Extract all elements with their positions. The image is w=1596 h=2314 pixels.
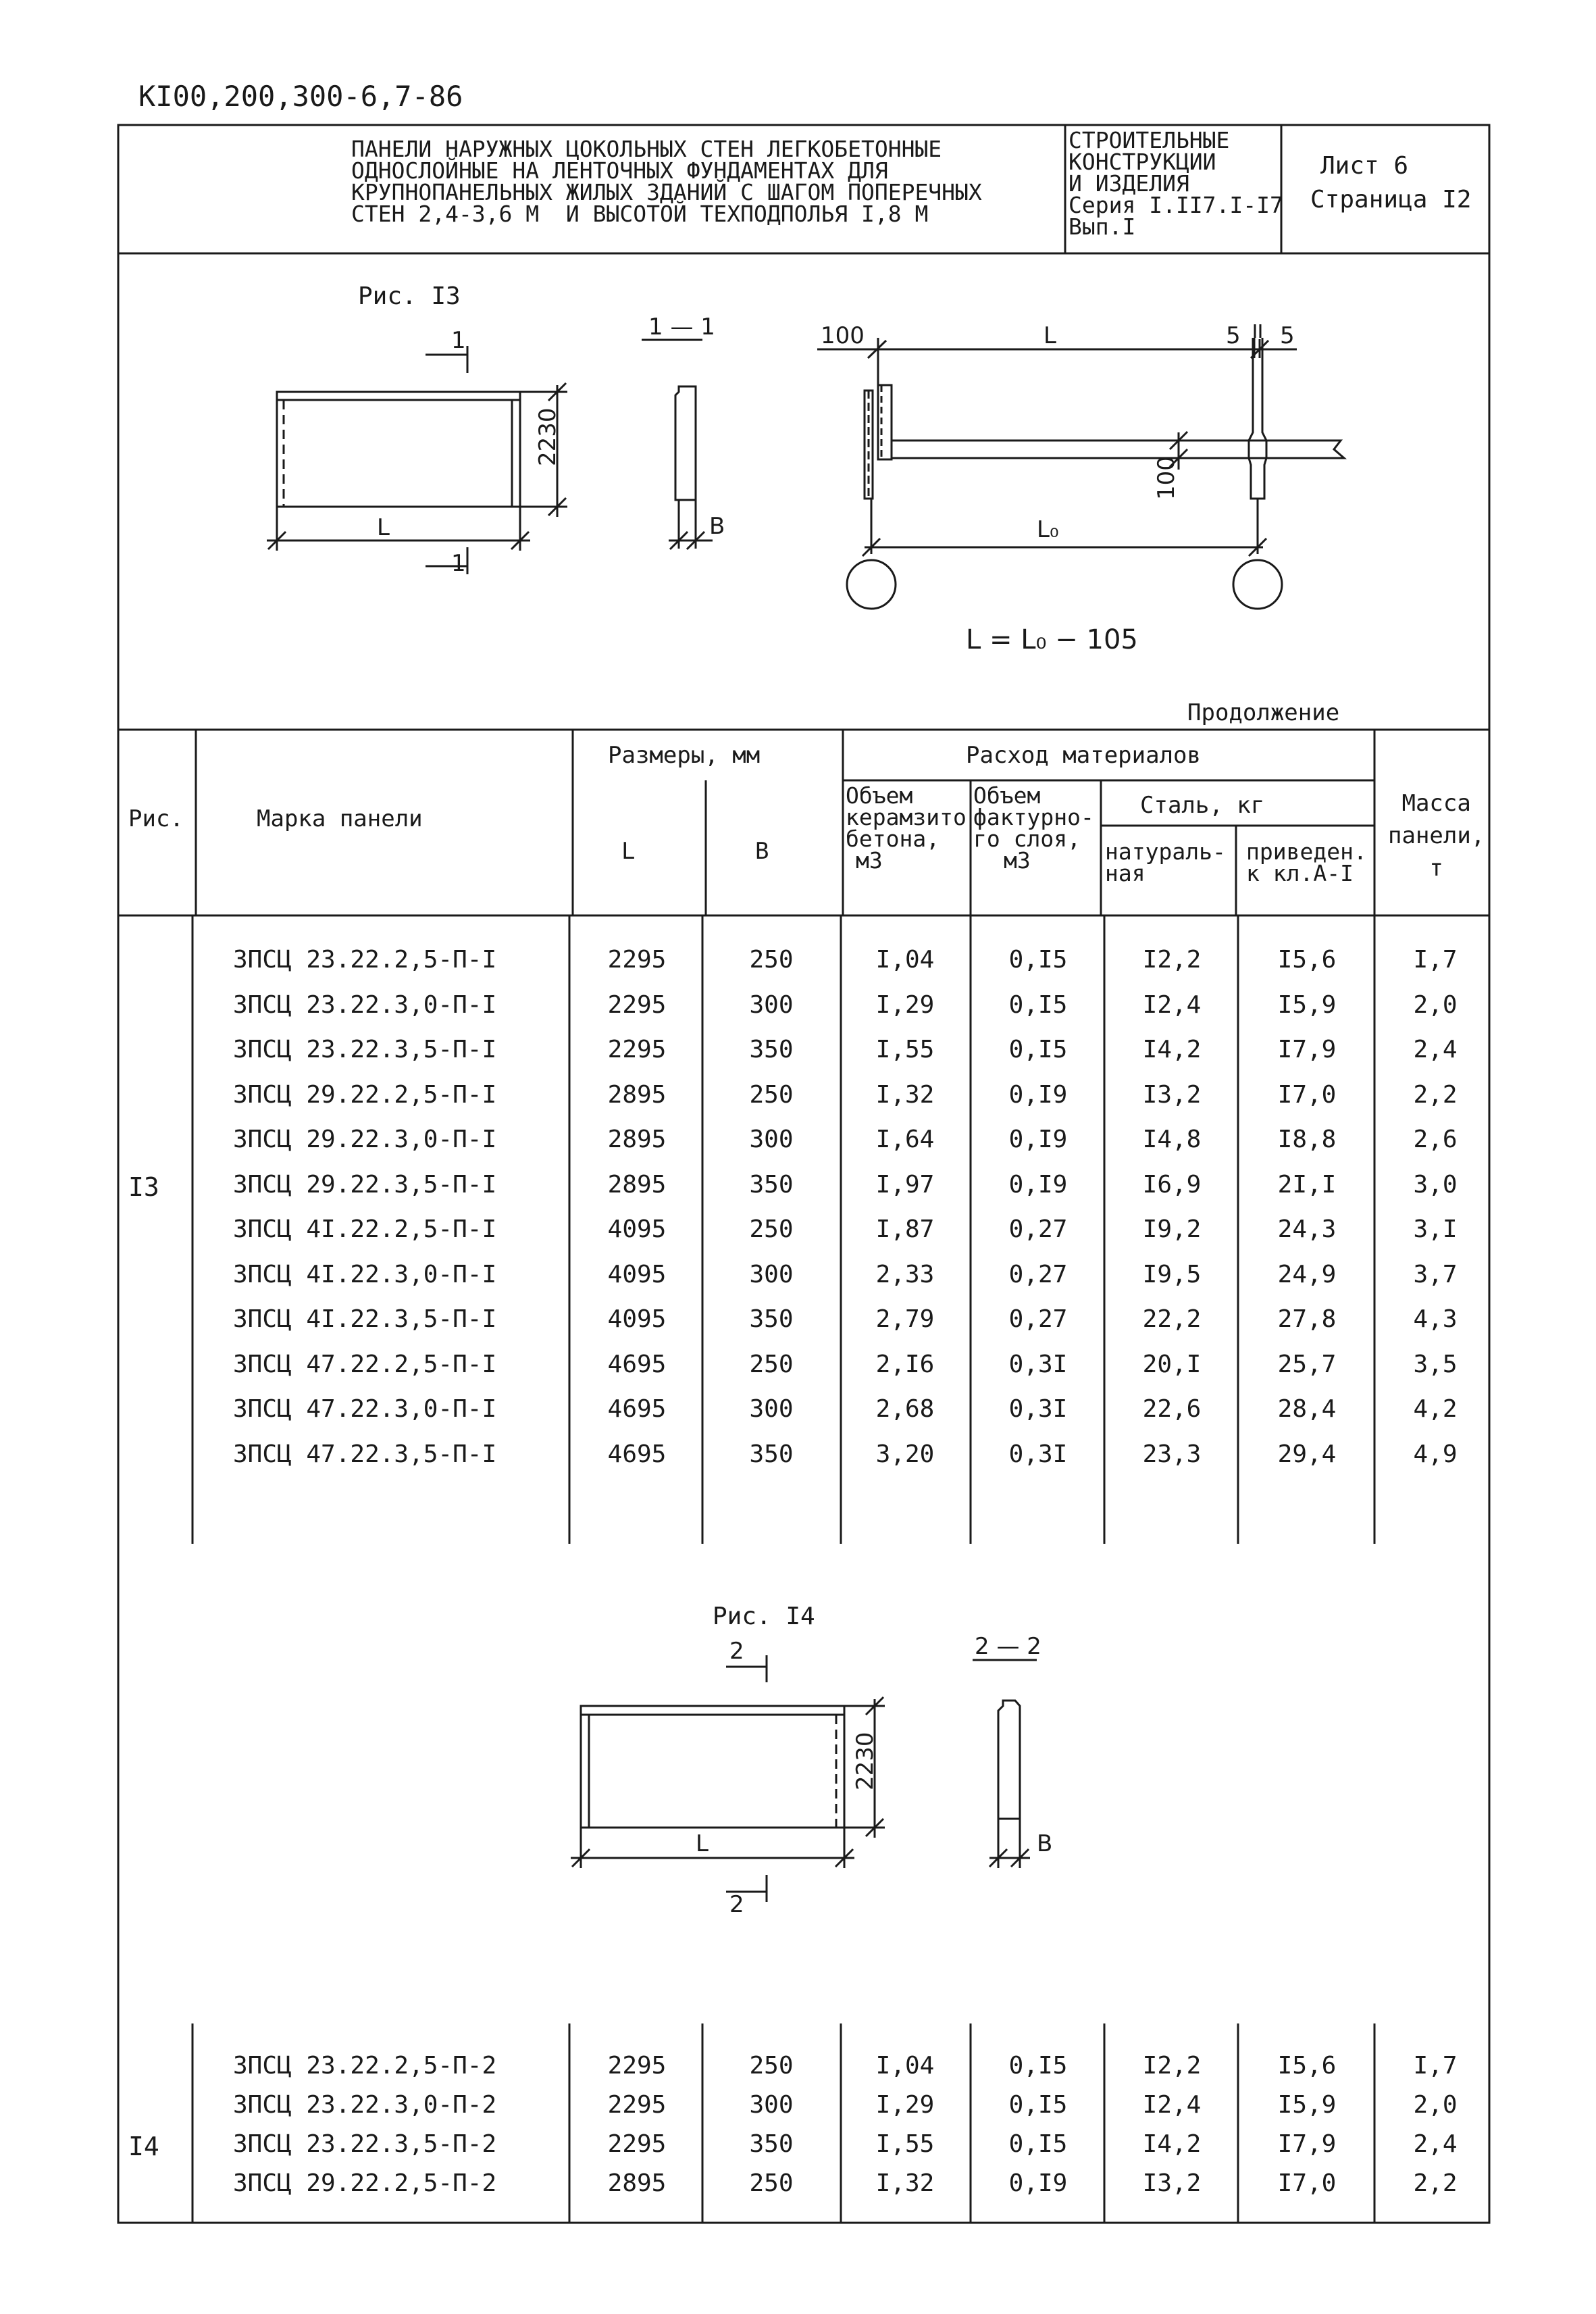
series-line: КОНСТРУКЦИИ bbox=[1069, 149, 1216, 175]
header-text: Объем bbox=[846, 782, 913, 809]
header-text: м3 bbox=[856, 847, 883, 874]
cell-s2: I7,0 bbox=[1277, 2169, 1337, 2197]
cell-mark: 3ПСЦ 29.22.3,5-П-I bbox=[233, 1170, 497, 1199]
fig14-section-mark-top: 2 bbox=[729, 1638, 744, 1665]
cell-m: 2,4 bbox=[1413, 1036, 1458, 1063]
header-mass bbox=[1388, 787, 1485, 884]
cell-s1: I9,2 bbox=[1142, 1215, 1202, 1243]
cell-m: 3,7 bbox=[1413, 1260, 1458, 1288]
header-text: Объем bbox=[973, 782, 1041, 809]
cell-mark: 3ПСЦ 29.22.3,0-П-I bbox=[233, 1126, 497, 1153]
cell-B: 250 bbox=[749, 1080, 794, 1109]
cell-s1: I9,5 bbox=[1142, 1260, 1202, 1288]
series-block bbox=[1069, 127, 1283, 240]
header-text: Масса bbox=[1401, 790, 1471, 817]
fig13-dim-length: L bbox=[377, 514, 390, 541]
cell-B: 350 bbox=[749, 2130, 794, 2158]
cell-s1: 23,3 bbox=[1142, 1440, 1202, 1468]
fig13-dim-height: 2230 bbox=[534, 407, 561, 466]
cell-v1: 2,33 bbox=[875, 1260, 935, 1288]
cell-s2: 25,7 bbox=[1277, 1350, 1337, 1378]
cell-s2: 24,9 bbox=[1277, 1260, 1337, 1288]
cell-v2: 0,I5 bbox=[1008, 1036, 1068, 1063]
cell-v2: 0,3I bbox=[1008, 1395, 1068, 1423]
header-vol-keramzit bbox=[846, 782, 967, 874]
cell-B: 300 bbox=[749, 2091, 794, 2119]
cell-L: 2295 bbox=[607, 990, 667, 1019]
cell-m: 2,2 bbox=[1413, 2169, 1458, 2197]
cell-B: 300 bbox=[749, 1126, 794, 1153]
cell-v2: 0,27 bbox=[1008, 1260, 1068, 1288]
cell-s2: I5,6 bbox=[1277, 2052, 1337, 2080]
fig14-section-mark-bottom: 2 bbox=[729, 1891, 744, 1918]
cell-v2: 0,I5 bbox=[1008, 2091, 1068, 2119]
document-code: КI00,200,300-6,7-86 bbox=[138, 80, 463, 113]
cell-m: I,7 bbox=[1413, 946, 1458, 974]
cell-m: I,7 bbox=[1413, 2052, 1458, 2080]
cell-v1: I,04 bbox=[875, 946, 935, 974]
cell-B: 250 bbox=[749, 946, 794, 974]
cell-v1: 2,I6 bbox=[875, 1350, 935, 1378]
fig14-dim-height: 2230 bbox=[852, 1732, 879, 1790]
cell-m: 3,5 bbox=[1413, 1350, 1458, 1378]
cell-v1: I,29 bbox=[875, 2091, 935, 2119]
cell-s2: I8,8 bbox=[1277, 1126, 1337, 1153]
cell-s2: I5,9 bbox=[1277, 990, 1337, 1019]
cell-v1: I,87 bbox=[875, 1215, 935, 1243]
cell-B: 250 bbox=[749, 1350, 794, 1378]
cell-L: 2895 bbox=[607, 1080, 667, 1109]
fig13-section-label: 1 — 1 bbox=[648, 313, 715, 341]
fig14-caption: Рис. I4 bbox=[713, 1603, 815, 1630]
cell-v2: 0,I5 bbox=[1008, 2052, 1068, 2080]
header-text: панели, bbox=[1388, 822, 1485, 849]
cell-B: 300 bbox=[749, 1260, 794, 1288]
cell-v1: 3,20 bbox=[875, 1440, 935, 1468]
cell-v1: I,55 bbox=[875, 1036, 935, 1063]
header-text: фактурно- bbox=[973, 804, 1094, 830]
cell-s1: I6,9 bbox=[1142, 1170, 1202, 1199]
cell-B: 300 bbox=[749, 990, 794, 1019]
header-vol-facing bbox=[973, 782, 1094, 874]
cell-mark: 3ПСЦ 4I.22.2,5-П-I bbox=[233, 1215, 497, 1243]
cell-s2: 24,3 bbox=[1277, 1215, 1337, 1243]
cell-v1: I,32 bbox=[875, 2169, 935, 2197]
cell-mark: 3ПСЦ 29.22.2,5-П-I bbox=[233, 1080, 497, 1109]
header-mark: Марка панели bbox=[257, 805, 423, 832]
cell-B: 250 bbox=[749, 1215, 794, 1243]
cell-s1: I3,2 bbox=[1142, 1080, 1202, 1109]
cell-L: 4095 bbox=[607, 1215, 667, 1243]
cell-m: 4,9 bbox=[1413, 1440, 1458, 1468]
cell-B: 350 bbox=[749, 1440, 794, 1468]
cell-mark: 3ПСЦ 47.22.3,5-П-I bbox=[233, 1440, 497, 1468]
series-line: И ИЗДЕЛИЯ bbox=[1069, 170, 1189, 197]
fig13-panel-outline bbox=[277, 392, 520, 507]
group2-fig-label: I4 bbox=[128, 2132, 159, 2161]
header-L: L bbox=[621, 838, 636, 865]
header-sizes: Размеры, мм bbox=[608, 742, 761, 769]
fig14-drawing bbox=[0, 1628, 1596, 1953]
cell-v1: I,64 bbox=[875, 1126, 935, 1153]
cell-L: 4095 bbox=[607, 1260, 667, 1288]
header-steel: Сталь, кг bbox=[1140, 792, 1265, 819]
cell-L: 2295 bbox=[607, 2130, 667, 2158]
cell-s1: I2,2 bbox=[1142, 946, 1202, 974]
cell-B: 350 bbox=[749, 1305, 794, 1333]
cell-v1: 2,79 bbox=[875, 1305, 935, 1333]
cell-v1: I,97 bbox=[875, 1170, 935, 1199]
series-line: Вып.I bbox=[1069, 213, 1136, 240]
cell-L: 2295 bbox=[607, 1036, 667, 1063]
cell-L: 4695 bbox=[607, 1350, 667, 1378]
cell-v2: 0,3I bbox=[1008, 1440, 1068, 1468]
cell-s1: I2,4 bbox=[1142, 2091, 1202, 2119]
cell-L: 2295 bbox=[607, 2052, 667, 2080]
plan-dim-five-b: 5 bbox=[1280, 322, 1295, 349]
cell-v2: 0,I5 bbox=[1008, 946, 1068, 974]
plan-dim-length: L bbox=[1044, 322, 1056, 349]
page-number: Страница I2 bbox=[1310, 186, 1472, 213]
cell-s2: I7,9 bbox=[1277, 2130, 1337, 2158]
fig13-drawing bbox=[0, 297, 1596, 676]
cell-m: 2,0 bbox=[1413, 990, 1458, 1019]
title-block-text bbox=[351, 136, 982, 227]
plan-dim-left: 100 bbox=[821, 322, 865, 349]
cell-m: 2,0 bbox=[1413, 2091, 1458, 2119]
cell-m: 4,2 bbox=[1413, 1395, 1458, 1423]
series-line: СТРОИТЕЛЬНЫЕ bbox=[1069, 127, 1230, 153]
header-text: м3 bbox=[1004, 847, 1031, 874]
cell-m: 2,6 bbox=[1413, 1126, 1458, 1153]
cell-s2: 2I,I bbox=[1277, 1170, 1337, 1199]
header-text: керамзито bbox=[846, 804, 967, 830]
fig14-panel-outline bbox=[581, 1706, 844, 1828]
cell-s1: I3,2 bbox=[1142, 2169, 1202, 2197]
cell-v2: 0,27 bbox=[1008, 1305, 1068, 1333]
fig13-section-mark-bottom: 1 bbox=[451, 550, 466, 577]
header-text: ная bbox=[1105, 860, 1145, 886]
header-text: т bbox=[1429, 855, 1443, 882]
cell-s1: I4,2 bbox=[1142, 1036, 1202, 1063]
cell-mark: 3ПСЦ 47.22.3,0-П-I bbox=[233, 1395, 497, 1423]
plan-dim-base: L₀ bbox=[1037, 516, 1059, 543]
header-steel-natural bbox=[1105, 838, 1226, 886]
cell-mark: 3ПСЦ 23.22.3,0-П-I bbox=[233, 990, 497, 1019]
cell-v2: 0,I9 bbox=[1008, 1170, 1068, 1199]
header-fig: Рис. bbox=[128, 805, 184, 832]
cell-s2: 27,8 bbox=[1277, 1305, 1337, 1333]
title-line: ОДНОСЛОЙНЫЕ НА ЛЕНТОЧНЫХ ФУНДАМЕНТАХ ДЛЯ bbox=[351, 157, 888, 184]
cell-mark: 3ПСЦ 23.22.3,5-П-2 bbox=[233, 2130, 497, 2158]
cell-mark: 3ПСЦ 23.22.2,5-П-2 bbox=[233, 2052, 497, 2080]
cell-v2: 0,I9 bbox=[1008, 1126, 1068, 1153]
cell-L: 2295 bbox=[607, 2091, 667, 2119]
header-text: бетона, bbox=[846, 826, 940, 852]
cell-mark: 3ПСЦ 23.22.3,5-П-I bbox=[233, 1036, 497, 1063]
series-line: Серия I.II7.I-I7 bbox=[1069, 192, 1283, 218]
fig14-section-label: 2 — 2 bbox=[975, 1633, 1041, 1660]
cell-B: 250 bbox=[749, 2169, 794, 2197]
cell-s2: I7,9 bbox=[1277, 1036, 1337, 1063]
cell-mark: 3ПСЦ 4I.22.3,5-П-I bbox=[233, 1305, 497, 1333]
header-steel-reduced bbox=[1246, 838, 1367, 886]
group1-fig-label: I3 bbox=[128, 1172, 159, 1202]
fig13-caption: Рис. I3 bbox=[358, 282, 461, 310]
header-text: приведен. bbox=[1246, 838, 1367, 865]
cell-L: 2895 bbox=[607, 1126, 667, 1153]
cell-L: 4095 bbox=[607, 1305, 667, 1333]
cell-mark: 3ПСЦ 23.22.2,5-П-I bbox=[233, 946, 497, 974]
cell-s1: 20,I bbox=[1142, 1350, 1202, 1378]
cell-B: 250 bbox=[749, 2052, 794, 2080]
cell-v1: I,32 bbox=[875, 1080, 935, 1109]
cell-B: 350 bbox=[749, 1036, 794, 1063]
cell-v1: I,29 bbox=[875, 990, 935, 1019]
cell-s2: I5,9 bbox=[1277, 2091, 1337, 2119]
cell-s1: I2,2 bbox=[1142, 2052, 1202, 2080]
cell-v2: 0,I9 bbox=[1008, 2169, 1068, 2197]
cell-mark: 3ПСЦ 23.22.3,0-П-2 bbox=[233, 2091, 497, 2119]
fig13-dim-thickness: B bbox=[709, 513, 725, 540]
cell-v1: I,04 bbox=[875, 2052, 935, 2080]
title-line: ПАНЕЛИ НАРУЖНЫХ ЦОКОЛЬНЫХ СТЕН ЛЕГКОБЕТОННЫЕ bbox=[351, 136, 942, 162]
fig13-formula: L = L₀ − 105 bbox=[966, 624, 1138, 655]
header-materials: Расход материалов bbox=[966, 742, 1201, 769]
cell-v2: 0,27 bbox=[1008, 1215, 1068, 1243]
cell-L: 2295 bbox=[607, 946, 667, 974]
cell-L: 2895 bbox=[607, 1170, 667, 1199]
cell-s1: 22,2 bbox=[1142, 1305, 1202, 1333]
cell-s2: I7,0 bbox=[1277, 1080, 1337, 1109]
title-line: СТЕН 2,4-3,6 М И ВЫСОТОЙ ТЕХПОДПОЛЬЯ I,8 М bbox=[351, 201, 929, 227]
cell-v1: I,55 bbox=[875, 2130, 935, 2158]
cell-v2: 0,I5 bbox=[1008, 990, 1068, 1019]
cell-L: 2895 bbox=[607, 2169, 667, 2197]
cell-B: 350 bbox=[749, 1170, 794, 1199]
cell-m: 3,I bbox=[1413, 1215, 1458, 1243]
cell-mark: 3ПСЦ 29.22.2,5-П-2 bbox=[233, 2169, 497, 2197]
header-text: натураль- bbox=[1105, 838, 1226, 865]
fig13-section-mark-top: 1 bbox=[451, 327, 466, 354]
cell-L: 4695 bbox=[607, 1440, 667, 1468]
cell-s2: 29,4 bbox=[1277, 1440, 1337, 1468]
cell-v2: 0,I5 bbox=[1008, 2130, 1068, 2158]
continuation-note: Продолжение bbox=[1187, 699, 1340, 726]
header-B: B bbox=[755, 838, 769, 865]
cell-v2: 0,3I bbox=[1008, 1350, 1068, 1378]
sheet-number: Лист 6 bbox=[1320, 152, 1409, 180]
cell-m: 4,3 bbox=[1413, 1305, 1458, 1333]
plan-dim-five-a: 5 bbox=[1226, 322, 1241, 349]
cell-m: 2,2 bbox=[1413, 1080, 1458, 1109]
title-line: КРУПНОПАНЕЛЬНЫХ ЖИЛЫХ ЗДАНИЙ С ШАГОМ ПОПЕРЕЧНЫХ bbox=[351, 179, 982, 205]
cell-v2: 0,I9 bbox=[1008, 1080, 1068, 1109]
cell-L: 4695 bbox=[607, 1395, 667, 1423]
cell-s1: I4,2 bbox=[1142, 2130, 1202, 2158]
cell-m: 3,0 bbox=[1413, 1170, 1458, 1199]
cell-v1: 2,68 bbox=[875, 1395, 935, 1423]
header-text: к кл.А-I bbox=[1246, 860, 1354, 886]
fig14-dim-length: L bbox=[696, 1830, 709, 1857]
header-text: го слоя, bbox=[973, 826, 1081, 852]
cell-mark: 3ПСЦ 47.22.2,5-П-I bbox=[233, 1350, 497, 1378]
cell-s1: 22,6 bbox=[1142, 1395, 1202, 1423]
cell-s2: I5,6 bbox=[1277, 946, 1337, 974]
cell-s1: I4,8 bbox=[1142, 1126, 1202, 1153]
plan-dim-depth: 100 bbox=[1153, 456, 1180, 500]
cell-m: 2,4 bbox=[1413, 2130, 1458, 2158]
fig14-dim-thickness: B bbox=[1037, 1830, 1053, 1857]
cell-s1: I2,4 bbox=[1142, 990, 1202, 1019]
cell-mark: 3ПСЦ 4I.22.3,0-П-I bbox=[233, 1260, 497, 1288]
cell-B: 300 bbox=[749, 1395, 794, 1423]
cell-s2: 28,4 bbox=[1277, 1395, 1337, 1423]
